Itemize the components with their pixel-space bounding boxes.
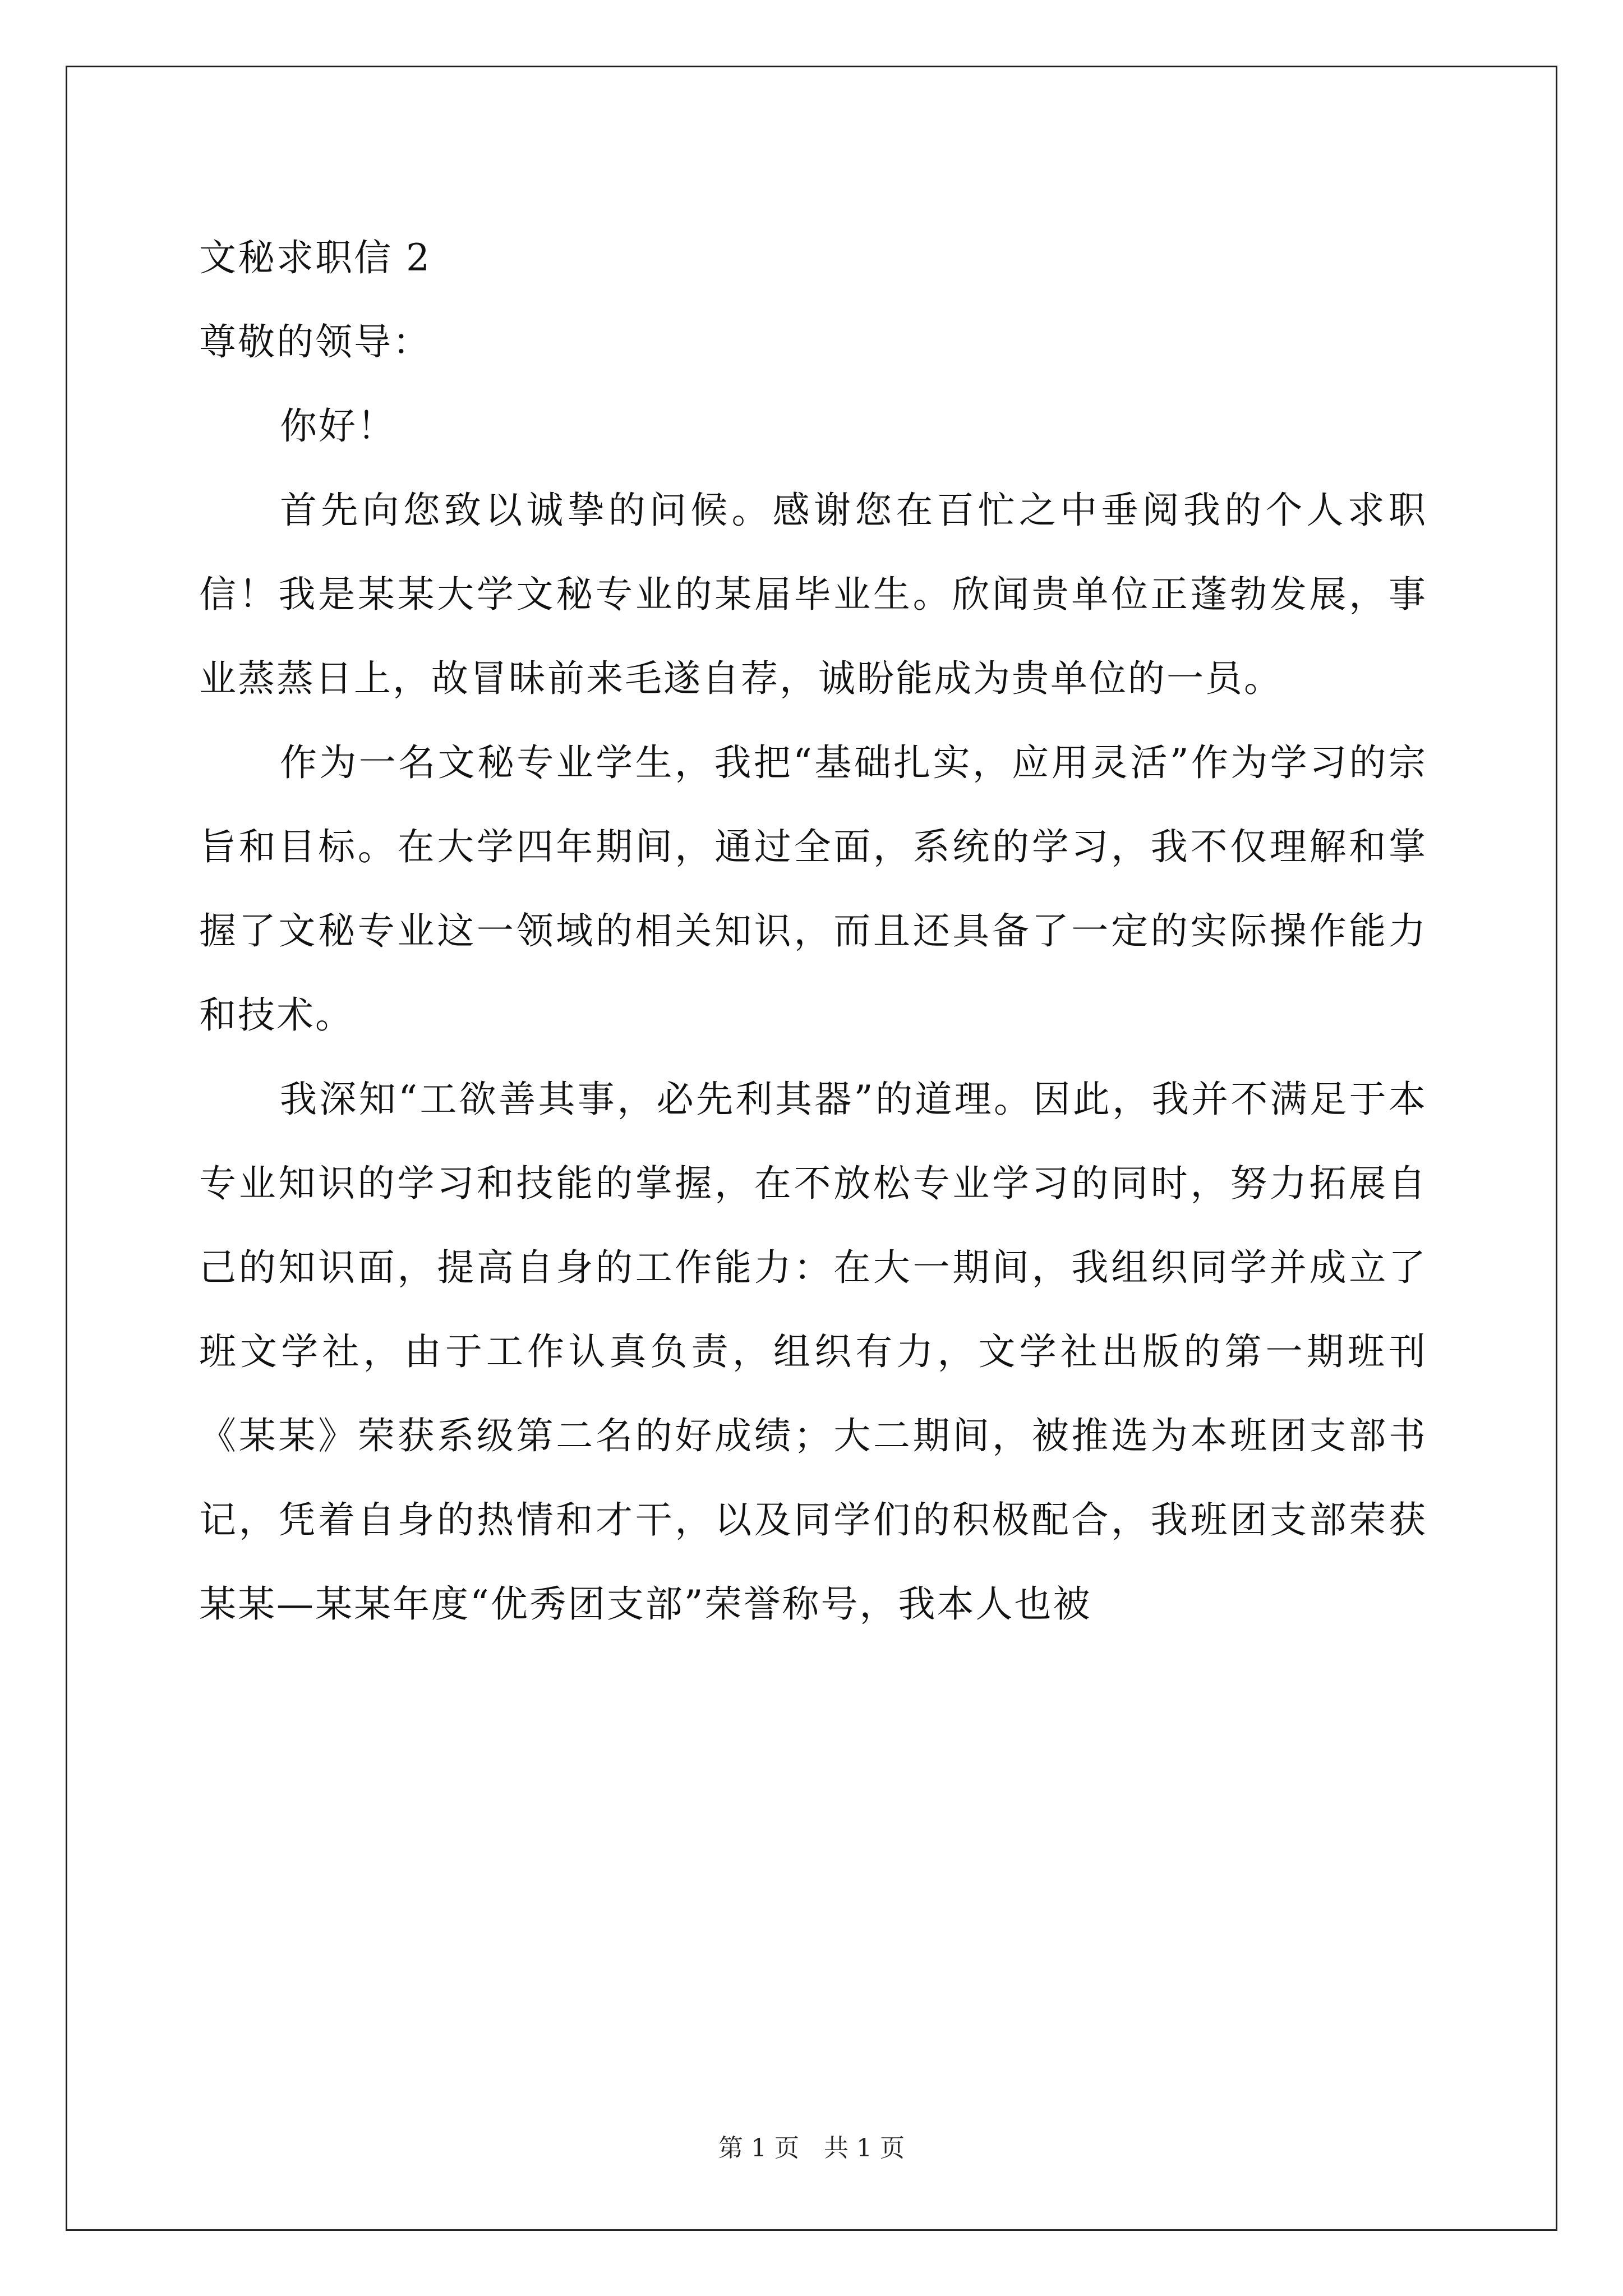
document-title: 文秘求职信 2 <box>199 236 431 279</box>
page-footer: 第 1 页 共 1 页 <box>718 2134 905 2162</box>
salutation: 尊敬的领导： <box>199 320 431 364</box>
paragraph-3: 我深知“工欲善其事，必先利其器”的道理。因此，我并不满足于本专业知识的学习和技能的掌握，在不放松专业学习的同时，努力拓展自己的知识面，提高自身的工作能力：在大一期间，我组织同学并成立了班文学社，由于工作认真负责，组织有力，文学社出版的第一期班刊《某某》荣获系级第二名的好成绩；大二期间，被推选为本班团支部书记，凭着自身的热情和才干，以及同学们的积极配合，我班团支部荣获某某—某某年度“优秀团支部”荣誉称号，我本人也被 <box>199 1078 1427 1626</box>
document-body <box>199 216 1427 1646</box>
paragraph-2: 作为一名文秘专业学生，我把“基础扎实，应用灵活”作为学习的宗旨和目标。在大学四年期间，通过全面，系统的学习，我不仅理解和掌握了文秘专业这一领域的相关知识，而且还具备了一定的实际操作能力和技术。 <box>199 741 1427 1037</box>
paragraph-1: 首先向您致以诚挚的问候。感谢您在百忙之中垂阅我的个人求职信！我是某某大学文秘专业的某届毕业生。欣闻贵单位正蓬勃发展，事业蒸蒸日上，故冒昧前来毛遂自荐，诚盼能成为贵单位的一员。 <box>199 489 1427 700</box>
greeting: 你好！ <box>280 404 396 448</box>
